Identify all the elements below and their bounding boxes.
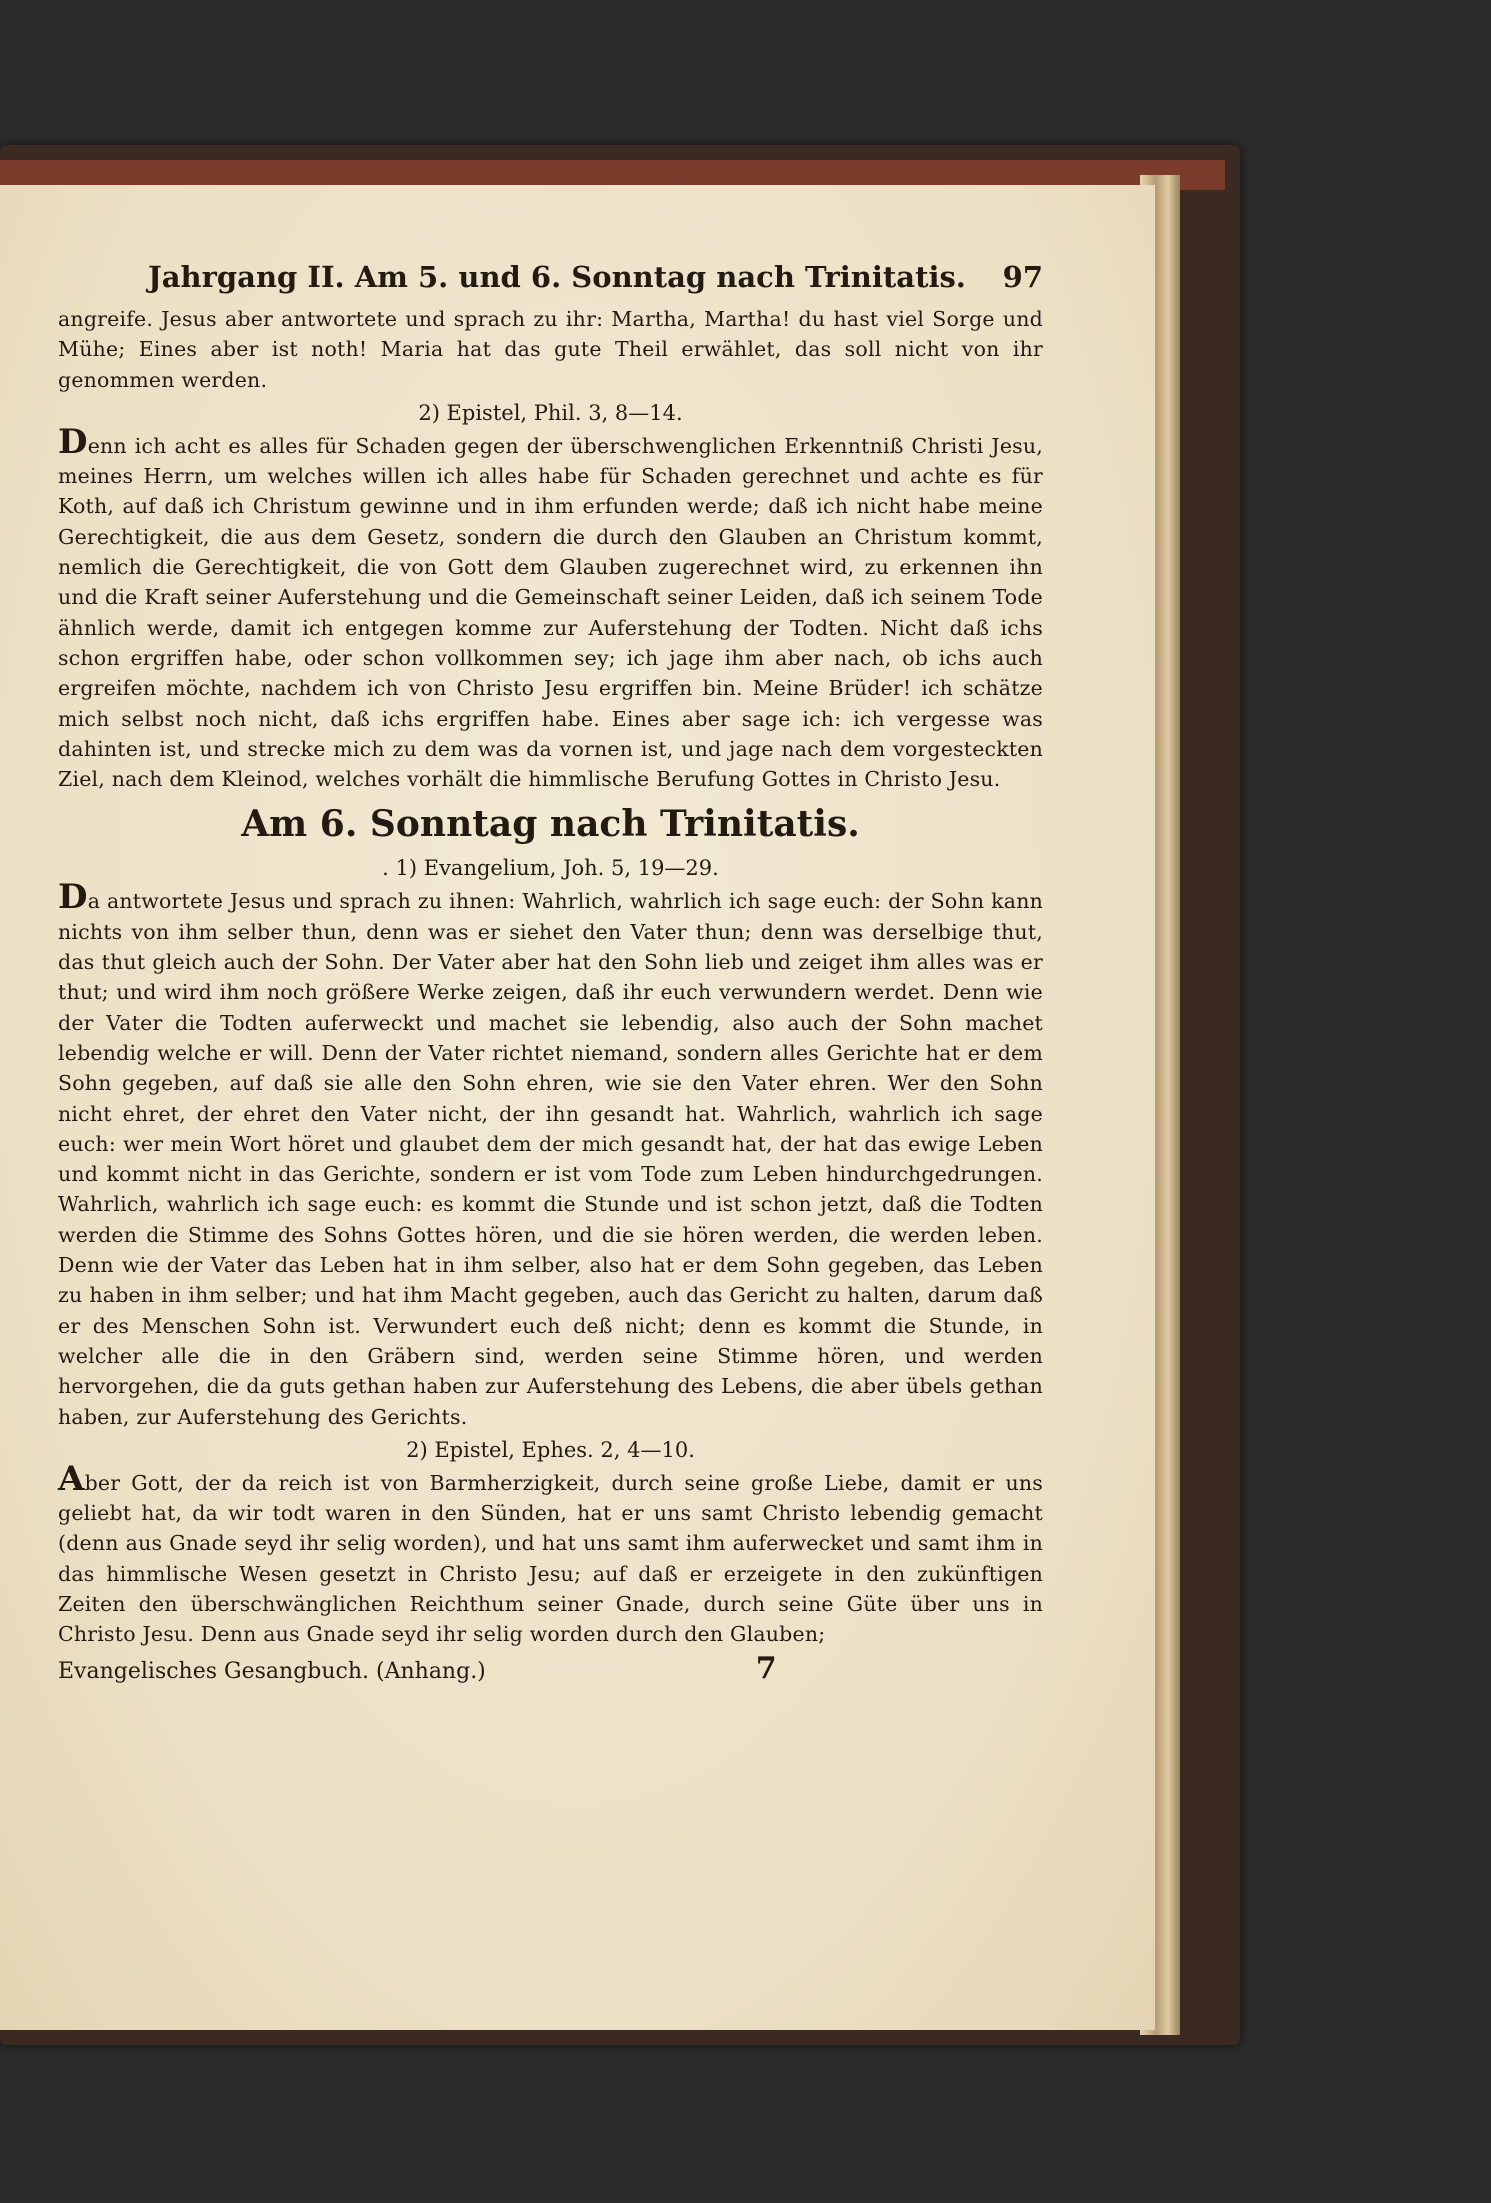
gospel-text: a antwortete Jesus und sprach zu ihnen: Wahrlich, wahrlich ich sage euch: der Sohn kann nichts von ihm selber thun, denn was er siehet den Vater thun; denn was derselbige thut, das thut gleich auch der Sohn. Der Vater aber hat den Sohn lieb und zeiget ihm alles was er thut; und wird ihm noch größere Werke zeigen, daß ihr euch verwundern werdet. Denn wie der Vater die Todten auferweckt und machet sie lebendig, also auch der Sohn machet lebendig welche er will. Denn der Vater richtet niemand, sondern alles Gerichte hat er dem Sohn gegeben, auf daß sie alle den Sohn ehren, wie sie den Vater ehren. Wer den Sohn nicht ehret, der ehret den Vater nicht, der ihn gesandt hat. Wahrlich, wahrlich ich sage euch: wer mein Wort höret und glaubet dem der mich gesandt hat, der hat das ewige Leben und kommt nicht in das Gerichte, sondern er ist vom Tode zum Leben hindurchgedrungen. Wahrlich, wahrlich ich sage euch: es kommt die Stunde und ist schon jetzt, daß die Todten werden die Stimme des Sohns Gottes hören, und die sie hören werden, die werden leben. Denn wie der Vater das Leben hat in ihm selber, also hat er dem Sohn gegeben, das Leben zu haben in ihm selber; und hat ihm Macht gegeben, auch das Gericht zu halten, darum daß er des Menschen Sohn ist. Verwundert euch deß nicht; denn es kommt die Stunde, in welcher alle die in den Gräbern sind, werden seine Stimme hören, und werden hervorgehen, die da guts gethan haben zur Auferstehung des Lebens, die aber übels gethan haben, zur Auferstehung des Gerichts. [58, 889, 1043, 1429]
book-page [0, 185, 1155, 2030]
epistle-ephes-paragraph [58, 1458, 1043, 1650]
page-content [58, 260, 1043, 1689]
epistle-phil-paragraph [58, 421, 1043, 795]
running-title: Jahrgang II. Am 5. und 6. Sonntag nach Trinitatis. [148, 260, 966, 294]
imprint: Evangelisches Gesangbuch. (Anhang.) [58, 1658, 486, 1684]
page-number: 97 [1002, 260, 1043, 294]
epistle-phil-ref: 2) Epistel, Phil. 3, 8—14. [418, 400, 683, 425]
drop-initial: D [58, 421, 88, 462]
running-header [58, 260, 1043, 294]
gospel-ref: . 1) Evangelium, Joh. 5, 19—29. [382, 856, 719, 881]
signature-mark: 7 [755, 1650, 777, 1686]
continuation-text: angreife. Jesus aber antwortete und sprach zu ihr: Martha, Martha! du hast viel Sorge und Mühe; Eines aber ist noth! Maria hat das gute Theil erwählet, das soll nicht von ihr genommen werden. [58, 307, 1043, 392]
epistle-ephes-ref: 2) Epistel, Ephes. 2, 4—10. [406, 1437, 695, 1462]
gospel-paragraph [58, 877, 1043, 1431]
drop-initial: D [58, 877, 88, 918]
section-title: Am 6. Sonntag nach Trinitatis. [241, 803, 860, 846]
epistle-phil-text: enn ich acht es alles für Schaden gegen der überschwenglichen Erkenntniß Christi Jesu, meines Herrn, um welches willen ich alles habe für Schaden gerechnet und achte es für Koth, auf daß ich Christum gewinne und in ihm erfunden werde; daß ich nicht habe meine Gerechtigkeit, die aus dem Gesetz, sondern die durch den Glauben an Christum kommt, nemlich die Gerechtigkeit, die von Gott dem Glauben zugerechnet wird, zu erkennen ihn und die Kraft seiner Auferstehung und die Gemeinschaft seiner Leiden, daß ich seinem Tode ähnlich werde, damit ich entgegen komme zur Auferstehung der Todten. Nicht daß ichs schon ergriffen habe, oder schon vollkommen sey; ich jage ihm aber nach, ob ichs auch ergreifen möchte, nachdem ich von Christo Jesu ergriffen bin. Meine Brüder! ich schätze mich selbst noch nicht, daß ichs ergriffen habe. Eines aber sage ich: ich vergesse was dahinten ist, und strecke mich zu dem was da vornen ist, und jage nach dem vorgesteckten Ziel, nach dem Kleinod, welches vorhält die himmlische Berufung Gottes in Christo Jesu. [58, 433, 1043, 792]
page-footer [58, 1652, 1043, 1689]
epistle-ephes-text: ber Gott, der da reich ist von Barmherzigkeit, durch seine große Liebe, damit er uns geliebt hat, da wir todt waren in den Sünden, hat er uns samt Christo lebendig gemacht (denn aus Gnade seyd ihr selig worden), und hat uns samt ihm auferwecket und samt ihm in das himmlische Wesen gesetzt in Christo Jesu; auf daß er erzeigete in den zukünftigen Zeiten den überschwänglichen Reichthum seiner Gnade, durch seine Güte über uns in Christo Jesu. Denn aus Gnade seyd ihr selig worden durch den Glauben; [58, 1470, 1043, 1647]
drop-initial: A [58, 1458, 85, 1499]
